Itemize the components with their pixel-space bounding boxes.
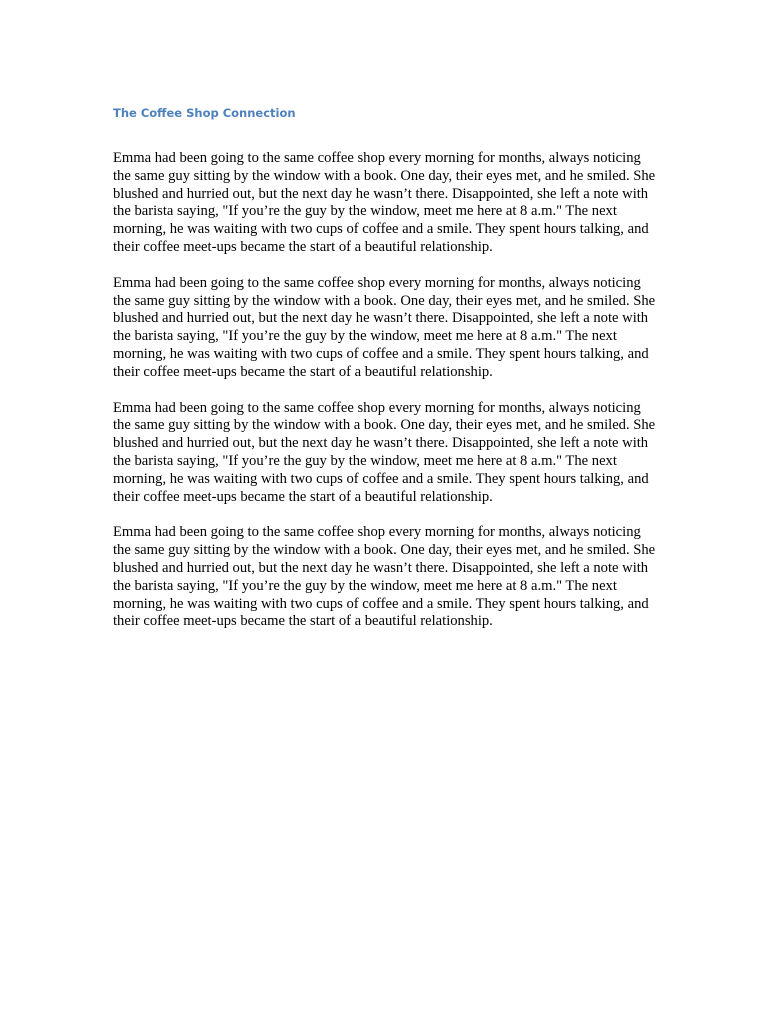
document-title: The Coffee Shop Connection [113,106,296,120]
paragraph-4: Emma had been going to the same coffee shop every morning for months, always noticing the same guy sitting by the window with a book. One day, their eyes met, and he smiled. She blushed and hurried out, but the next day he wasn’t there. Disappointed, she left a note with the barista saying, "If you’re the guy by the window, meet me here at 8 a.m." The next morning, he was waiting with two cups of coffee and a smile. They spent hours talking, and their coffee meet-ups became the start of a beautiful relationship. [113,524,656,630]
paragraph-3: Emma had been going to the same coffee shop every morning for months, always noticing the same guy sitting by the window with a book. One day, their eyes met, and he smiled. She blushed and hurried out, but the next day he wasn’t there. Disappointed, she left a note with the barista saying, "If you’re the guy by the window, meet me here at 8 a.m." The next morning, he was waiting with two cups of coffee and a smile. They spent hours talking, and their coffee meet-ups became the start of a beautiful relationship. [113,399,656,505]
paragraph-2: Emma had been going to the same coffee shop every morning for months, always noticing the same guy sitting by the window with a book. One day, their eyes met, and he smiled. She blushed and hurried out, but the next day he wasn’t there. Disappointed, she left a note with the barista saying, "If you’re the guy by the window, meet me here at 8 a.m." The next morning, he was waiting with two cups of coffee and a smile. They spent hours talking, and their coffee meet-ups became the start of a beautiful relationship. [113,274,656,380]
document-body [113,104,661,649]
paragraph-1: Emma had been going to the same coffee shop every morning for months, always noticing the same guy sitting by the window with a book. One day, their eyes met, and he smiled. She blushed and hurried out, but the next day he wasn’t there. Disappointed, she left a note with the barista saying, "If you’re the guy by the window, meet me here at 8 a.m." The next morning, he was waiting with two cups of coffee and a smile. They spent hours talking, and their coffee meet-ups became the start of a beautiful relationship. [113,150,656,255]
